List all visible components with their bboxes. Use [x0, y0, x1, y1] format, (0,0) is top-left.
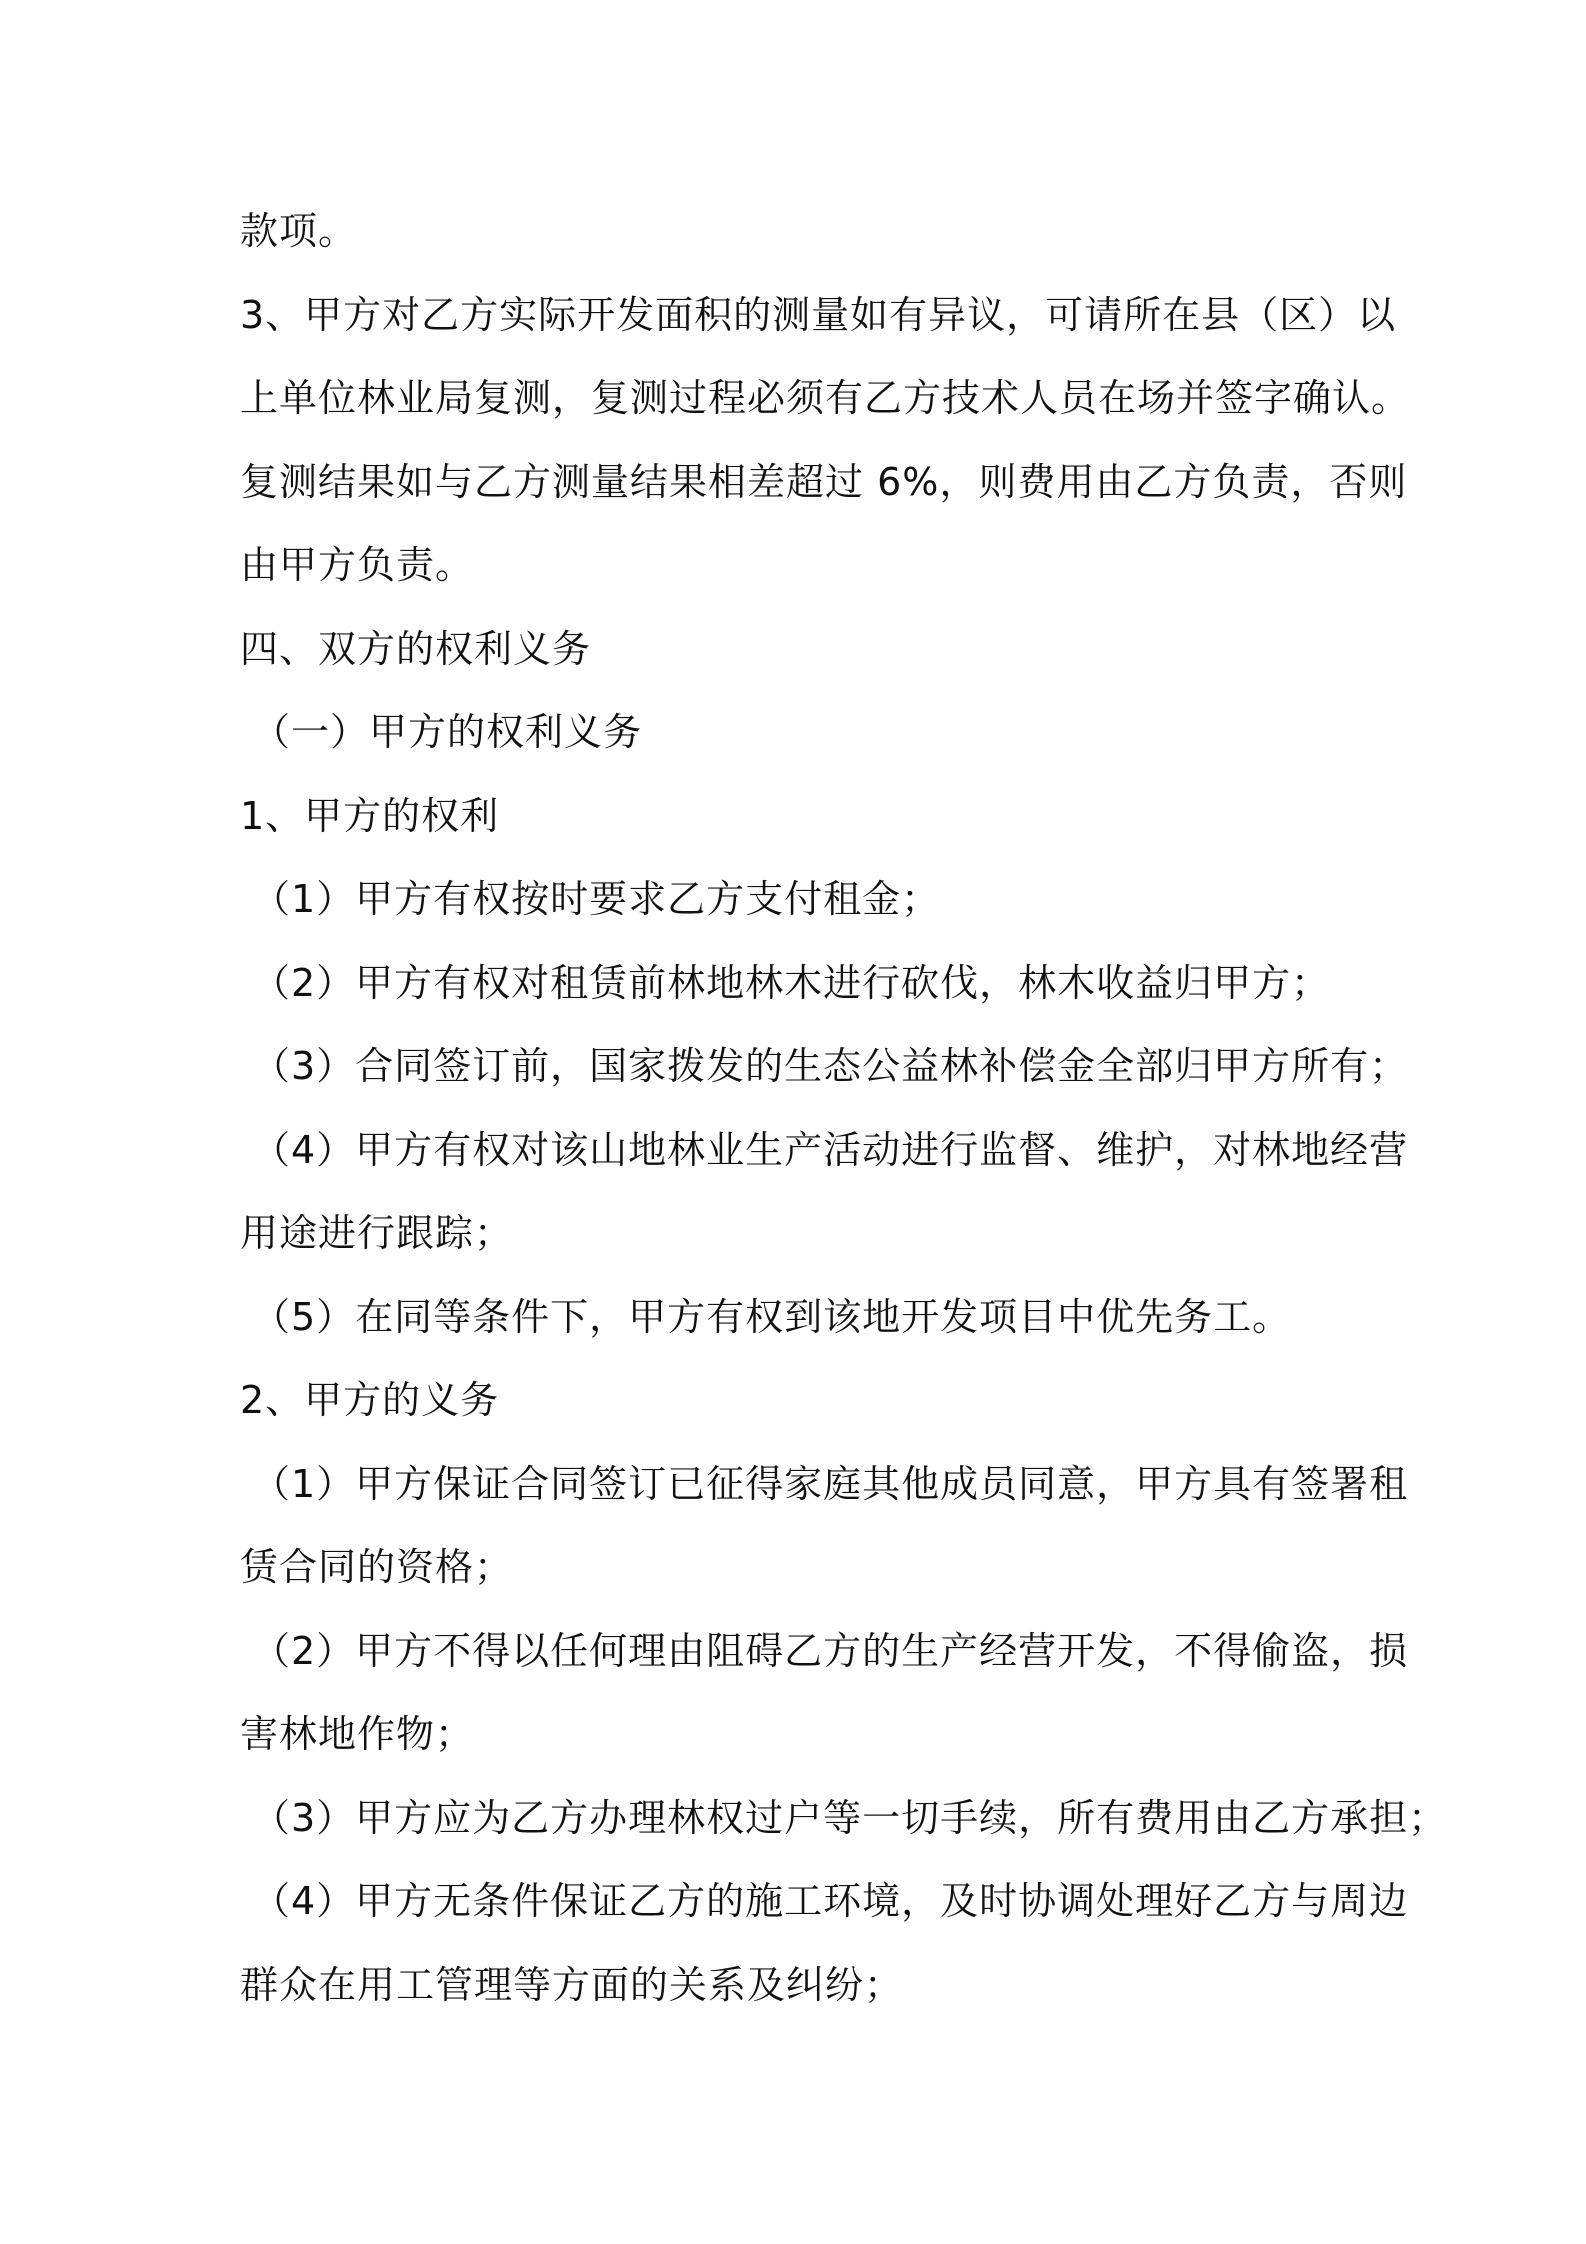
list-item-continuation: 赁合同的资格；	[240, 1545, 514, 1589]
list-item: （1）甲方保证合同签订已征得家庭其他成员同意，甲方具有签署租	[252, 1461, 1409, 1506]
paragraph-line: 复测结果如与乙方测量结果相差超过 6%，则费用由乙方负责，否则	[240, 459, 1408, 504]
list-item: （4）甲方有权对该山地林业生产活动进行监督、维护，对林地经营	[252, 1127, 1409, 1172]
paragraph-line: 款项。	[240, 209, 358, 253]
paragraph-line: 3、甲方对乙方实际开发面积的测量如有异议，可请所在县（区）以	[240, 292, 1397, 337]
list-item: （2）甲方不得以任何理由阻碍乙方的生产经营开发，不得偷盗，损	[252, 1628, 1409, 1673]
list-item: （1）甲方有权按时要求乙方支付租金；	[252, 877, 941, 921]
list-item: （2）甲方有权对租赁前林地林木进行砍伐，林木收益归甲方；	[252, 960, 1331, 1005]
list-item-continuation: 害林地作物；	[240, 1712, 475, 1756]
clause-heading: 2、甲方的义务	[240, 1378, 500, 1422]
subsection-heading: （一）甲方的权利义务	[252, 710, 643, 754]
paragraph-line: 由甲方负责。	[240, 543, 475, 587]
list-item: （3）合同签订前，国家拨发的生态公益林补偿金全部归甲方所有；	[252, 1044, 1409, 1088]
clause-heading: 1、甲方的权利	[240, 793, 500, 838]
section-heading: 四、双方的权利义务	[240, 626, 592, 671]
list-item-continuation: 用途进行跟踪；	[240, 1211, 514, 1255]
paragraph-line: 上单位林业局复测，复测过程必须有乙方技术人员在场并签字确认。	[240, 376, 1411, 420]
document-body	[240, 190, 1448, 2027]
list-item: （3）甲方应为乙方办理林权过户等一切手续，所有费用由乙方承担；	[252, 1795, 1448, 1840]
list-item: （5）在同等条件下，甲方有权到该地开发项目中优先务工。	[252, 1294, 1292, 1339]
list-item-continuation: 群众在用工管理等方面的关系及纠纷；	[240, 1962, 904, 2007]
list-item: （4）甲方无条件保证乙方的施工环境，及时协调处理好乙方与周边	[252, 1879, 1409, 1923]
